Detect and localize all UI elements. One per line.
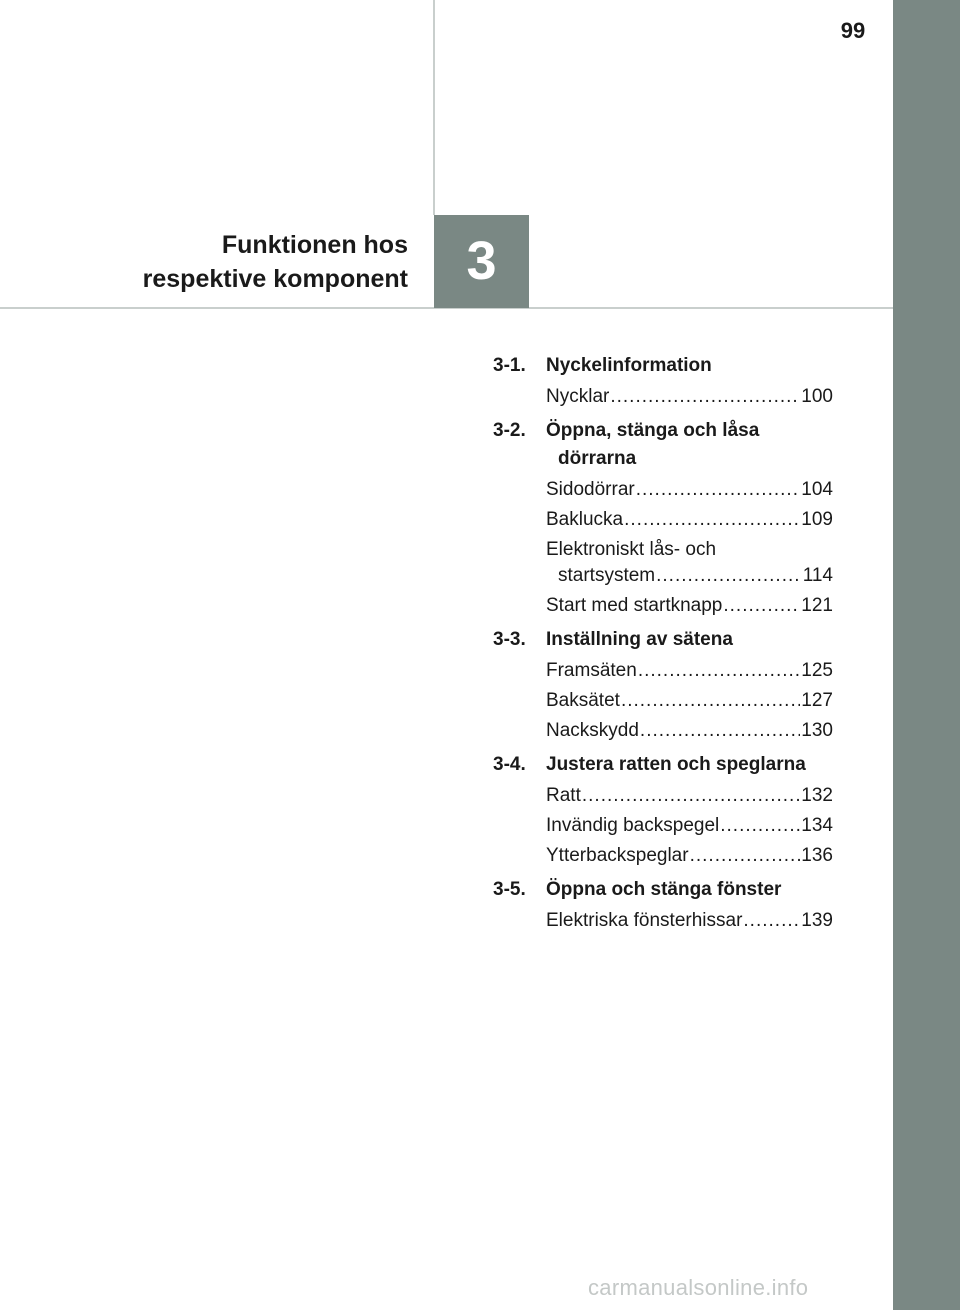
section-title: Inställning av sätena <box>546 629 733 650</box>
section-title-line-2: dörrarna <box>558 448 637 469</box>
toc-entry-invandig-backspegel[interactable] <box>493 813 833 839</box>
toc-entry-baksatet[interactable] <box>493 688 833 714</box>
entry-label: Ytterbackspeglar <box>546 845 689 866</box>
entry-label: Baklucka <box>546 509 624 530</box>
section-number: 3-1. <box>493 355 526 376</box>
entry-label: Elektriska fönsterhissar <box>546 910 743 931</box>
entry-label: Ratt <box>546 785 581 806</box>
dot-leader <box>690 843 801 869</box>
dot-leader <box>723 593 800 619</box>
dot-leader <box>636 477 801 503</box>
entry-page: 114 <box>802 565 833 586</box>
entry-page: 136 <box>801 845 833 866</box>
dot-leader <box>640 718 800 744</box>
chapter-title <box>143 228 408 296</box>
section-title <box>546 417 833 473</box>
toc-entry-start-med-startknapp[interactable] <box>493 593 833 619</box>
section-title: Öppna och stänga fönster <box>546 879 782 900</box>
chapter-title-line-1: Funktionen hos <box>221 231 408 259</box>
toc-section-3-2[interactable] <box>493 417 833 473</box>
table-of-contents <box>493 352 833 934</box>
entry-page: 139 <box>801 910 833 931</box>
entry-page: 109 <box>801 509 833 530</box>
entry-page: 104 <box>801 479 833 500</box>
entry-label: Nackskydd <box>546 720 639 741</box>
entry-label: Framsäten <box>546 660 637 681</box>
dot-leader <box>624 507 800 533</box>
toc-entry-ytterbackspeglar[interactable] <box>493 843 833 869</box>
entry-page: 127 <box>801 690 833 711</box>
toc-section-3-4[interactable] <box>493 751 833 779</box>
toc-entry-sidodorrar[interactable] <box>493 477 833 503</box>
entry-label: Nycklar <box>546 386 610 407</box>
section-number: 3-5. <box>493 879 526 900</box>
section-number: 3-3. <box>493 629 526 650</box>
vertical-rule <box>433 0 435 215</box>
section-title: Nyckelinformation <box>546 355 712 376</box>
entry-label-line-1: Elektroniskt lås- och <box>546 539 717 560</box>
entry-page: 134 <box>801 815 833 836</box>
dot-leader <box>621 688 800 714</box>
toc-entry-elektriska-fonsterhissar[interactable] <box>493 908 833 934</box>
page-number: 99 <box>840 18 866 43</box>
entry-label-line-2: startsystem <box>558 565 656 586</box>
toc-entry-baklucka[interactable] <box>493 507 833 533</box>
entry-page: 125 <box>801 660 833 681</box>
dot-leader <box>743 908 800 934</box>
toc-entry-elektroniskt-las[interactable] <box>493 537 833 589</box>
entry-label: Baksätet <box>546 690 620 711</box>
toc-entry-ratt[interactable] <box>493 783 833 809</box>
toc-section-3-1[interactable] <box>493 352 833 380</box>
entry-page: 132 <box>801 785 833 806</box>
entry-label: Sidodörrar <box>546 479 635 500</box>
toc-section-3-3[interactable] <box>493 626 833 654</box>
chapter-title-line-2: respektive komponent <box>142 265 408 293</box>
entry-page: 121 <box>801 595 833 616</box>
side-tab-strip <box>893 0 960 1310</box>
dot-leader <box>638 658 800 684</box>
toc-entry-framsaten[interactable] <box>493 658 833 684</box>
section-title: Justera ratten och speglarna <box>546 754 806 775</box>
dot-leader <box>656 563 802 589</box>
entry-page: 100 <box>801 386 833 407</box>
section-number: 3-4. <box>493 754 526 775</box>
dot-leader <box>720 813 800 839</box>
chapter-number-box: 3 <box>434 215 529 308</box>
toc-section-3-5[interactable] <box>493 876 833 904</box>
toc-entry-nackskydd[interactable] <box>493 718 833 744</box>
entry-label: Start med startknapp <box>546 595 723 616</box>
entry-page: 130 <box>801 720 833 741</box>
dot-leader <box>610 384 800 410</box>
section-number: 3-2. <box>493 420 526 441</box>
toc-entry-nycklar[interactable] <box>493 384 833 410</box>
dot-leader <box>582 783 800 809</box>
watermark: carmanualsonline.info <box>588 1275 809 1300</box>
entry-label: Invändig backspegel <box>546 815 720 836</box>
section-title-line-1: Öppna, stänga och låsa <box>546 420 760 441</box>
